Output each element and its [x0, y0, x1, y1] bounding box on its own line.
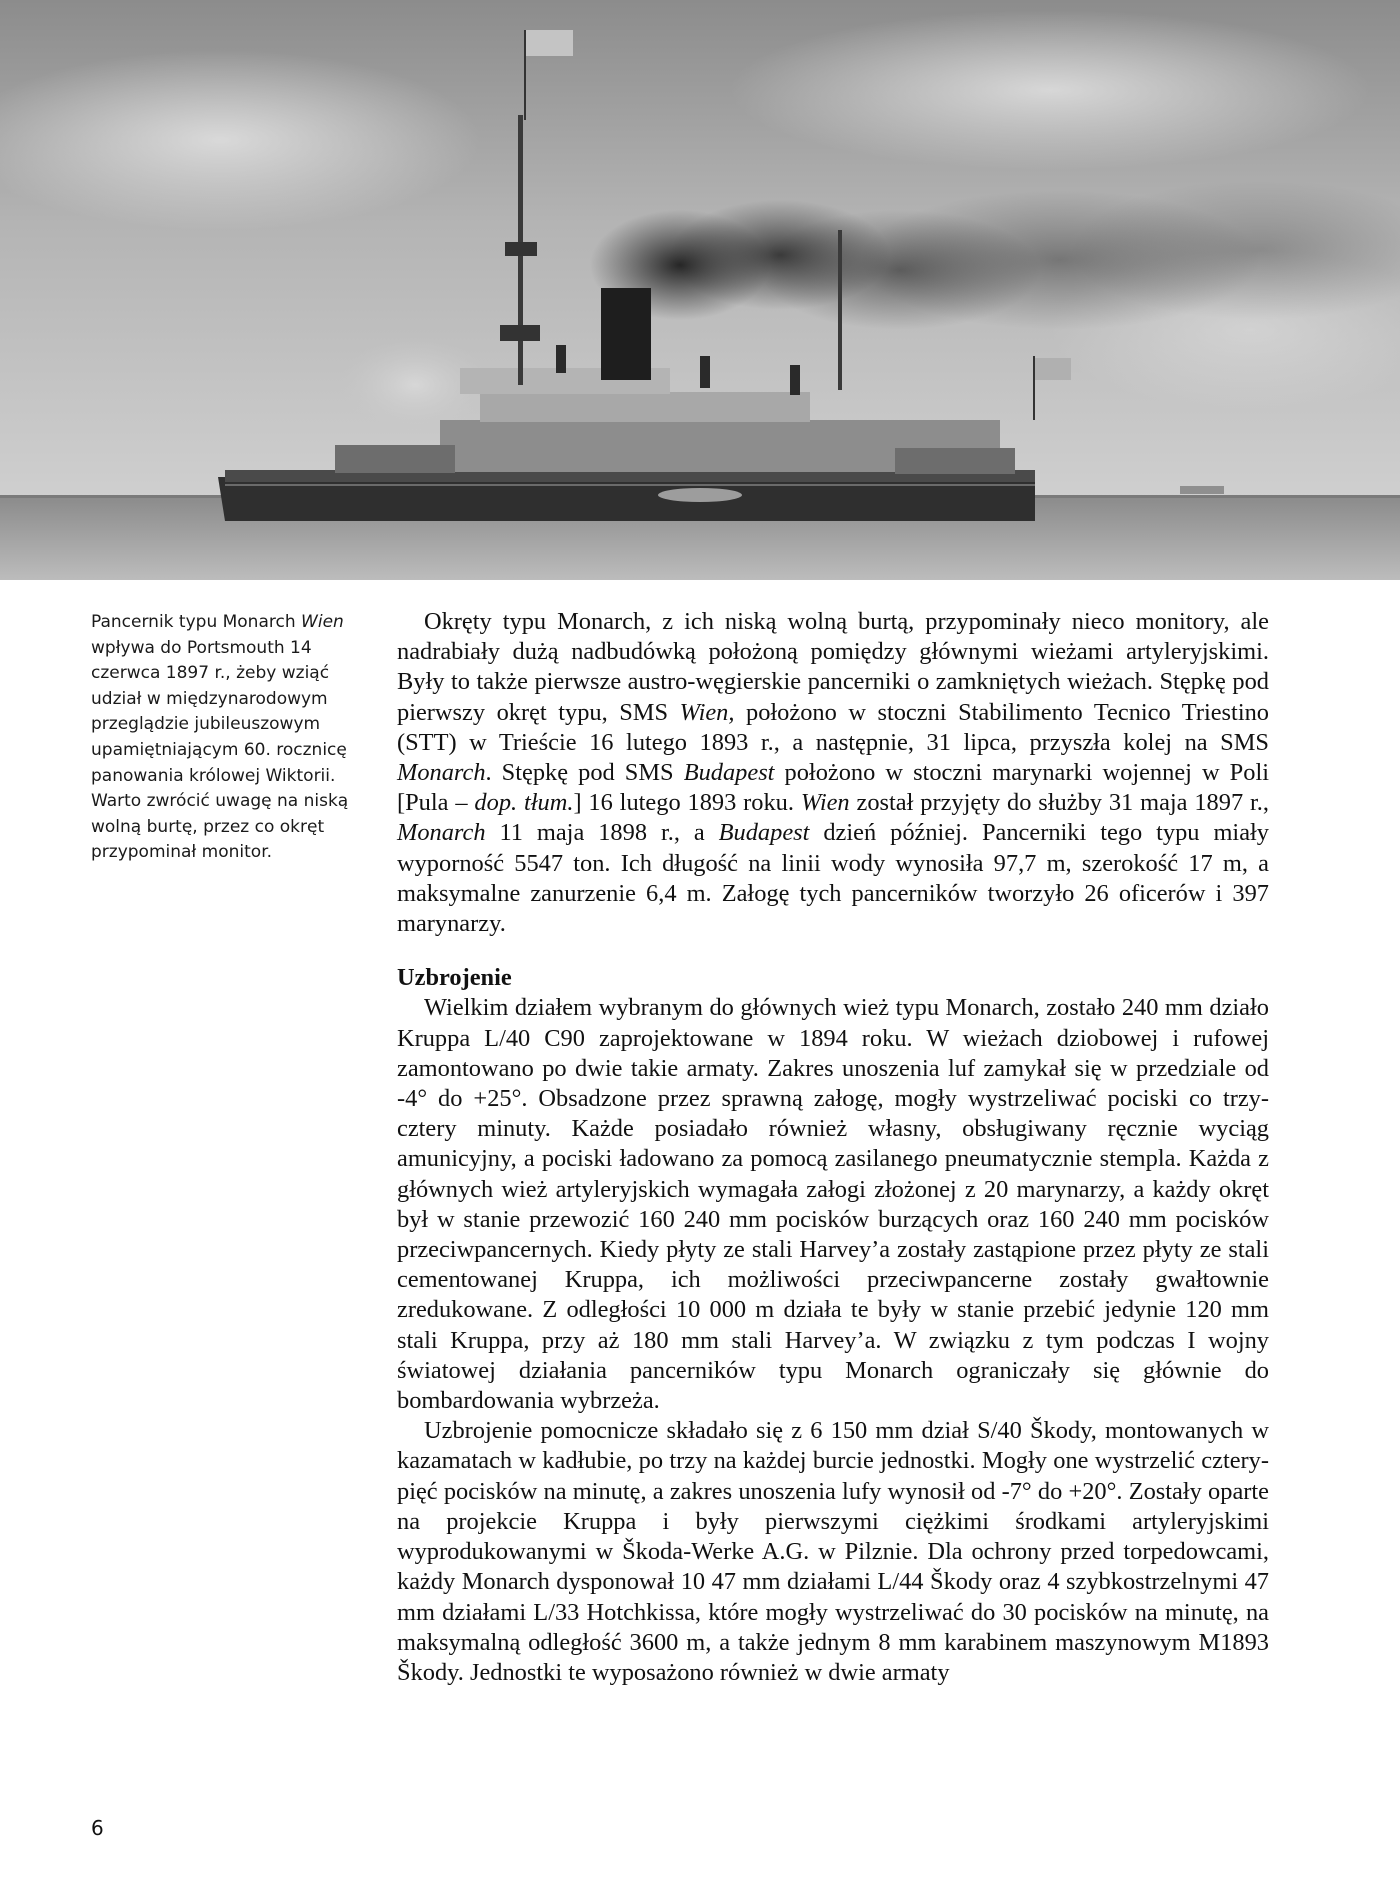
ship-name: Wien	[800, 789, 850, 817]
battleship-illustration	[0, 0, 1400, 580]
text-run: dzień później. Pancerniki tego typu miały wyporność 5547 ton. Ich długość na linii wody wynosiła 97,7 m, szerokość 17 m, a maksymalne zanurzenie 6,4 m. Załogę tych pancerników tworzyło 26 oficerów i 397 marynarzy.	[397, 819, 1269, 938]
ship-photo	[0, 0, 1400, 580]
section-heading: Uzbrojenie	[397, 964, 512, 992]
ship-name: Budapest	[718, 819, 810, 847]
text-run: . Stępkę pod SMS	[485, 759, 684, 787]
page-number: 6	[91, 1816, 104, 1840]
photo-caption	[91, 610, 353, 866]
caption-text-part1: Pancernik typu Monarch	[91, 612, 302, 632]
paragraph-intro	[397, 607, 1269, 939]
paragraph-secondary-armament: Uzbrojenie pomocnicze składało się z 6 150 mm dział S/40 Škody, montowanych w kazamatach w kadłubie, po trzy na każdej burcie jednostki. Mogły one wystrzelić cztery-pięć pocisków na minutę, a zakres unoszenia lufy wynosił od -7° do +20°. Zostały oparte na projekcie Kruppa i były pierwszymi ciężkimi środkami artyleryjskimi wyprodukowanymi w Škoda-Werke A.G. w Pilznie. Dla ochrony przed torpedowcami, każdy Monarch dysponował 10 47 mm działami L/44 Škody oraz 4 szybkostrzelnymi 47 mm działami L/33 Hotchkissa, które mogły wystrzeliwać do 30 pocisków na minutę, na maksymalną odległość 3600 m, a także jednym 8 mm karabinem maszynowym M1893 Škody. Jednostki te wyposażono również w dwie armaty	[397, 1417, 1269, 1686]
text-run: położono w stoczni Stabilimento Tecnico Triestino (STT) w Trieście 16 lutego 1893 r., a następnie, 31 lipca, przyszła kolej na SMS	[397, 698, 1269, 756]
paragraph-main-armament: Wielkim działem wybranym do głównych wież typu Monarch, zostało 240 mm działo Kruppa L/40 C90 zaprojektowane w 1894 roku. W wieżach dziobowej i rufowej zamontowano po dwie takie armaty. Zakres unoszenia luf zamykał się w przedziale od -4° do +25°. Obsadzone przez sprawną załogę, mogły wystrzeliwać pociski co trzy-cztery minuty. Każde posiadało również własny, obsługiwany ręcznie wyciąg amunicyjny, a pociski ładowano za pomocą zasilanego pneumatycznie stempla. Każda z głównych wież artyleryjskich wymagała załogi złożonej z 20 marynarzy, a każdy okręt był w stanie przewozić 160 240 mm pocisków burzących oraz 160 240 mm pocisków przeciwpancernych. Kiedy płyty ze stali Harvey’a zostały zastąpione przez płyty ze stali cementowanej Kruppa, ich możliwości przeciwpancerne zostały gwałtownie zredukowane. Z odległości 10 000 m działa te były w stanie przebić jedynie 120 mm stali Kruppa, przy aż 180 mm stali Harvey’a. W związku z tym podczas I wojny światowej działania pancerników typu Monarch ograniczały się głównie do bombardowania wybrzeża.	[397, 994, 1269, 1415]
article-body	[397, 607, 1269, 1688]
text-run: ] 16 lutego 1893 roku.	[573, 789, 801, 817]
caption-text-part2: wpływa do Portsmouth 14 czerwca 1897 r., żeby wziąć udział w międzynarodowym przeglądzie jubileuszowym upamiętniającym 60. rocznicę panowania królowej Wiktorii. Warto zwrócić uwagę na niską wolną burtę, przez co okręt przypominał monitor.	[91, 637, 349, 863]
text-run: Okręty typu Monarch, z ich niską wolną burtą, przypominały nieco monitory, ale nadrabiały dużą nadbudówką położoną pomiędzy głównymi wieżami artyleryjskimi. Były to także pierwsze austro-węgierskie pancerniki o zamkniętych wieżach. Stępkę pod pierwszy okręt typu, SMS	[397, 608, 1269, 726]
ship-name: Monarch	[397, 819, 486, 847]
text-run: położono w stoczni marynarki wojennej w Poli [Pula –	[397, 759, 1269, 817]
ship-name: Budapest	[683, 759, 775, 787]
text-run: 11 maja 1898 r., a	[485, 819, 719, 847]
ship-name: Monarch	[397, 759, 486, 787]
ship-name: Wien,	[679, 698, 735, 726]
text-run: został przyjęty do służby 31 maja 1897 r.,	[849, 789, 1269, 817]
translator-note: dop. tłum.	[474, 789, 574, 817]
caption-ship-name: Wien	[301, 612, 344, 632]
